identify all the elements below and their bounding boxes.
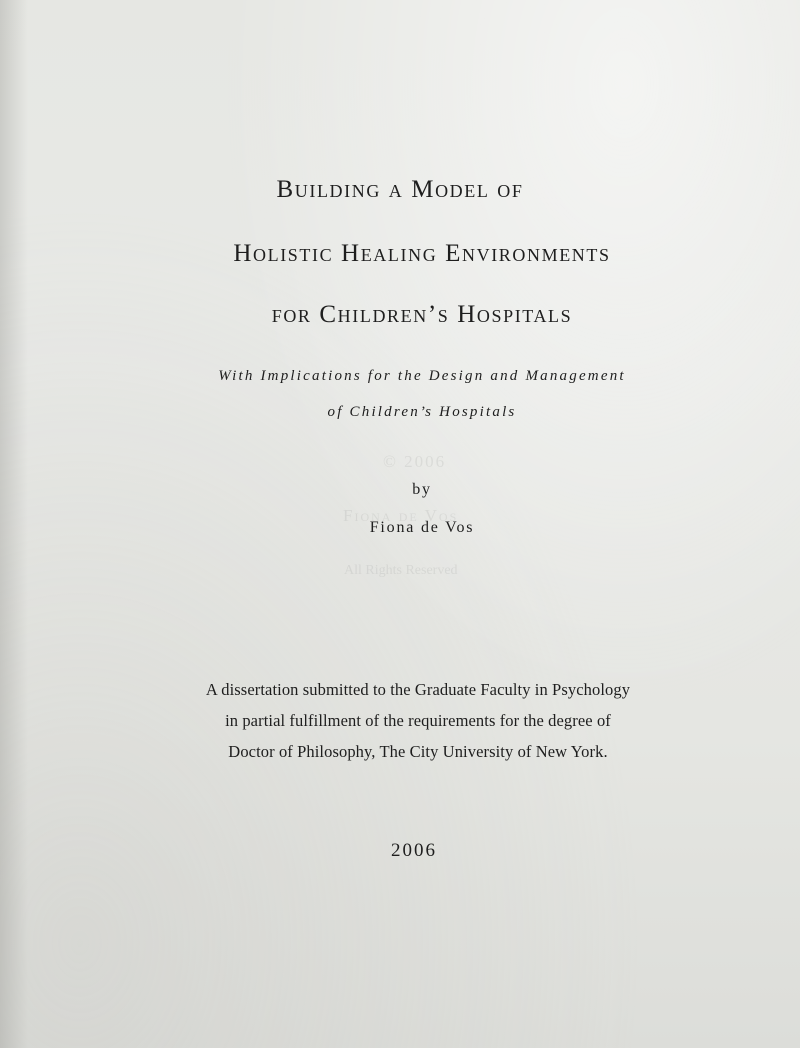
subtitle-line-2: of Children’s Hospitals: [327, 404, 517, 420]
title-line-3: for Children’s Hospitals: [271, 301, 573, 328]
title-line-1: Building a Model of: [276, 176, 524, 203]
show-through-copyright: © 2006: [383, 452, 447, 471]
show-through-author: Fiona de Vos: [343, 506, 459, 525]
title-line-2: Holistic Healing Environments: [233, 240, 611, 267]
statement-line-3: Doctor of Philosophy, The City University of New York.: [228, 742, 608, 761]
author-name: Fiona de Vos: [369, 519, 475, 536]
statement-line-2: in partial fulfillment of the requirements for the degree of: [225, 711, 611, 730]
byline-by: by: [412, 481, 432, 498]
subtitle-line-1: With Implications for the Design and Management: [218, 368, 626, 384]
statement-line-1: A dissertation submitted to the Graduate Faculty in Psychology: [205, 680, 631, 699]
publication-year: 2006: [391, 840, 437, 861]
show-through-rights: All Rights Reserved: [344, 563, 458, 578]
